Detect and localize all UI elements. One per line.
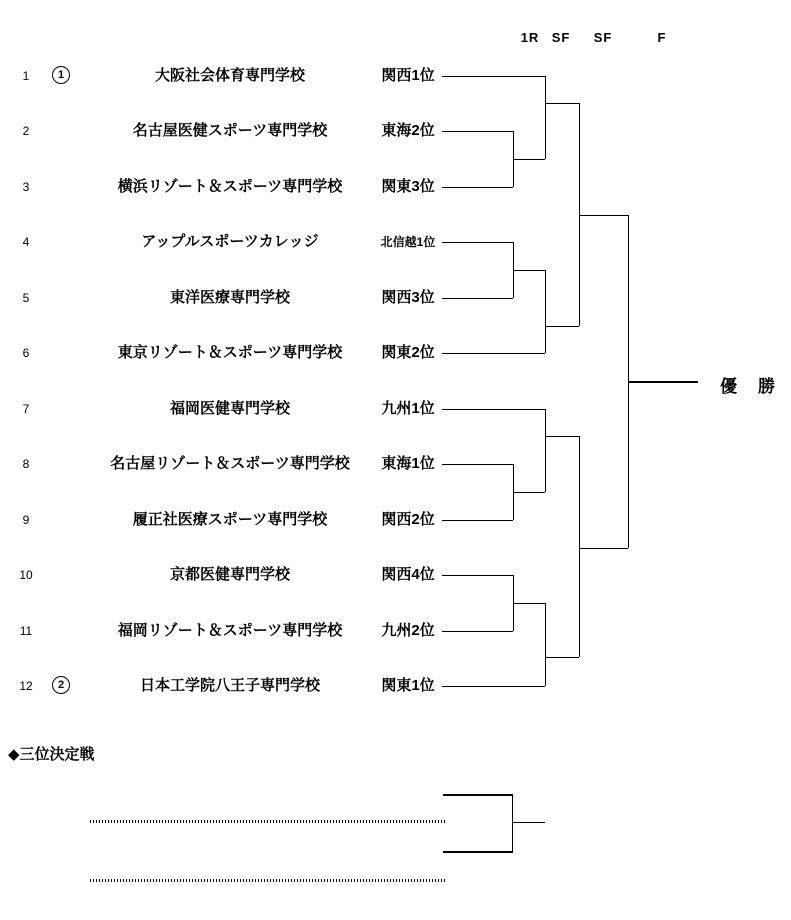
bracket-line (442, 686, 545, 687)
entry-seed: 関西4位 (381, 566, 435, 583)
bracket-line (545, 657, 579, 658)
entry-name: 名古屋リゾート＆スポーツ専門学校 (110, 455, 350, 472)
seed-mark: 1 (52, 66, 70, 84)
entry-seed: 九州2位 (381, 622, 435, 639)
entry-number: 1 (22, 69, 30, 83)
entry-number: 5 (22, 291, 30, 305)
entry-number: 7 (22, 402, 30, 416)
bracket-line (545, 409, 546, 492)
entry-seed: 北信越1位 (380, 235, 436, 249)
entry-number: 4 (22, 235, 30, 249)
entry-seed: 関東3位 (381, 178, 435, 195)
bracket-line (442, 464, 513, 465)
bracket-line (442, 187, 513, 188)
round-header-f: F (657, 30, 667, 45)
bracket-line (545, 103, 579, 104)
bracket-line (579, 215, 628, 216)
bracket-line (545, 436, 579, 437)
bracket-line (512, 822, 545, 823)
entry-seed: 東海2位 (381, 122, 435, 139)
bracket-line (442, 76, 545, 77)
entry-seed: 関西2位 (381, 511, 435, 528)
bracket-line (442, 298, 513, 299)
entry-number: 11 (19, 624, 33, 638)
entry-seed: 関東2位 (381, 344, 435, 361)
seed-mark: 2 (52, 676, 70, 694)
bracket-line (442, 409, 545, 410)
champion-label: 優 勝 (720, 377, 777, 396)
third-place-name-line (90, 879, 445, 882)
entry-seed: 関西1位 (381, 67, 435, 84)
bracket-line (513, 603, 545, 604)
entry-name: 名古屋医健スポーツ専門学校 (132, 122, 328, 139)
entry-number: 12 (19, 679, 33, 693)
bracket-line (442, 242, 513, 243)
bracket-line (442, 575, 513, 576)
third-place-title: ◆三位決定戦 (8, 746, 95, 763)
bracket-line (628, 381, 698, 383)
entry-name: 日本工学院八王子専門学校 (139, 677, 320, 694)
entry-seed: 九州1位 (381, 400, 435, 417)
bracket-line (513, 270, 545, 271)
entry-name: 京都医健専門学校 (169, 566, 290, 583)
bracket-line (442, 353, 545, 354)
entry-name: 横浜リゾート＆スポーツ専門学校 (117, 178, 343, 195)
entry-number: 10 (19, 568, 33, 582)
bracket-line (442, 131, 513, 132)
entry-number: 3 (22, 180, 30, 194)
entry-name: 履正社医療スポーツ専門学校 (132, 511, 328, 528)
bracket-line (545, 326, 579, 327)
entry-name: アップルスポーツカレッジ (141, 233, 319, 250)
round-header-sf1: SF (551, 30, 571, 45)
bracket-line (513, 492, 545, 493)
bracket-line (513, 159, 545, 160)
entry-name: 東洋医療専門学校 (169, 289, 290, 306)
third-place-name-line (90, 820, 445, 823)
entry-name: 福岡医健専門学校 (169, 400, 290, 417)
round-header-1r: 1R (520, 30, 540, 45)
entry-number: 6 (22, 346, 30, 360)
entry-number: 8 (22, 457, 30, 471)
bracket-line (579, 548, 628, 549)
bracket-line (443, 794, 512, 796)
bracket-line (442, 520, 513, 521)
bracket-line (512, 794, 513, 853)
entry-name: 大阪社会体育専門学校 (154, 67, 305, 84)
entry-name: 東京リゾート＆スポーツ専門学校 (117, 344, 343, 361)
entry-seed: 東海1位 (381, 455, 435, 472)
entry-name: 福岡リゾート＆スポーツ専門学校 (117, 622, 343, 639)
bracket-line (545, 603, 546, 686)
bracket-line (545, 76, 546, 159)
entry-number: 9 (22, 513, 30, 527)
round-header-sf2: SF (593, 30, 613, 45)
entry-number: 2 (22, 124, 30, 138)
bracket-line (442, 631, 513, 632)
bracket-line (545, 270, 546, 353)
entry-seed: 関西3位 (381, 289, 435, 306)
entry-seed: 関東1位 (381, 677, 435, 694)
bracket-line (579, 436, 580, 657)
bracket-line (443, 851, 512, 853)
